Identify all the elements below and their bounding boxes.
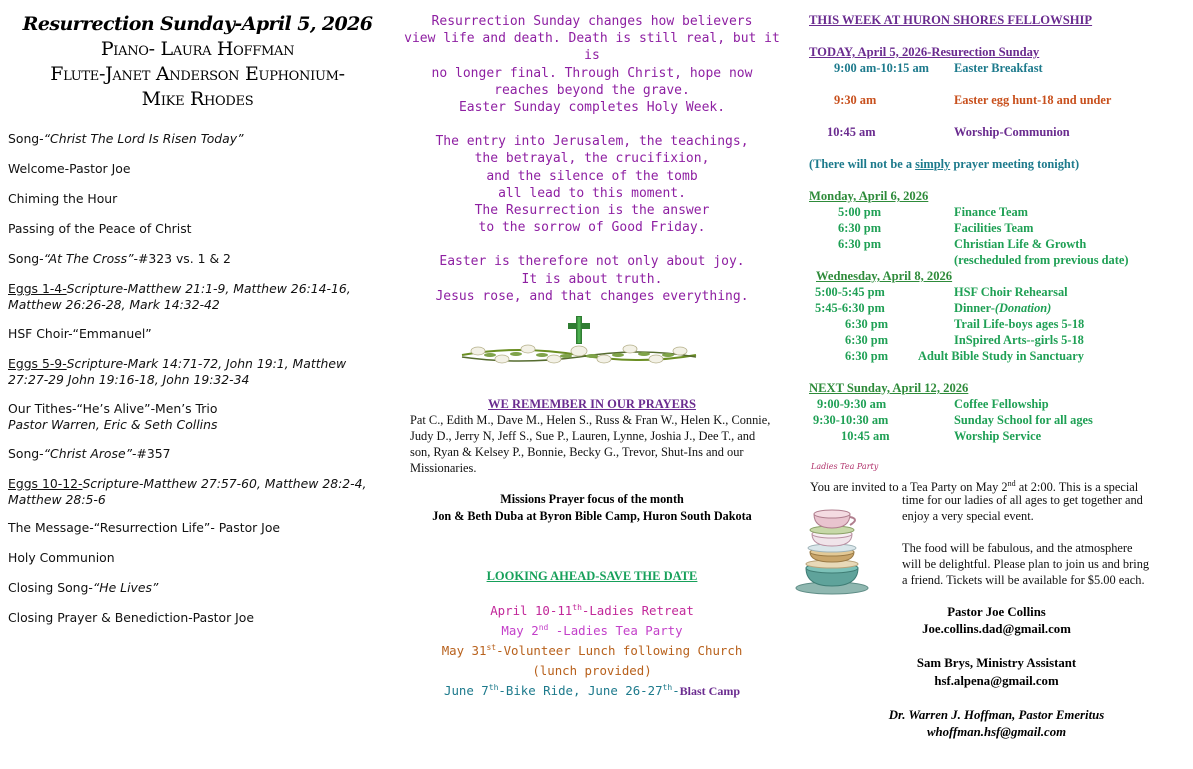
prayers-heading: WE REMEMBER IN OUR PRAYERS xyxy=(488,397,696,411)
monday-time: 6:30 pm xyxy=(838,221,882,235)
wednesday-event: HSF Choir Rehearsal xyxy=(954,285,1068,299)
today-heading: TODAY, April 5, 2026-Resurection Sunday xyxy=(809,45,1040,59)
today-event: Easter egg hunt-18 and under xyxy=(954,93,1112,107)
emeritus-name: Dr. Warren J. Hoffman, Pastor Emeritus xyxy=(888,708,1105,722)
event-tea-party: May 2nd -Ladies Tea Party xyxy=(501,623,683,639)
service-date-title: Resurrection Sunday-April 5, 2026 xyxy=(22,13,373,35)
service-item: Welcome-Pastor Joe xyxy=(8,161,131,176)
week-heading: THIS WEEK AT HURON SHORES FELLOWSHIP xyxy=(809,13,1093,27)
next-sunday-time: 9:00-9:30 am xyxy=(817,397,887,411)
service-item: Eggs 10-12-Scripture-Matthew 27:57-60, Matthew 28:2-4, Matthew 28:5-6 xyxy=(8,476,367,507)
event-ladies-retreat: April 10-11th-Ladies Retreat xyxy=(490,603,694,619)
monday-note: (rescheduled from previous date) xyxy=(954,253,1129,267)
musicians-block xyxy=(0,37,395,112)
musicians-line: Piano- Laura Hoffman xyxy=(100,38,295,60)
wednesday-event: Adult Bible Study in Sanctuary xyxy=(918,349,1084,363)
service-item: Our Tithes-“He’s Alive”-Men’s Trio Pastor Warren, Eric & Seth Collins xyxy=(8,401,218,432)
wednesday-event: Dinner-(Donation) xyxy=(954,301,1052,315)
monday-time: 5:00 pm xyxy=(838,205,882,219)
wednesday-time: 5:00-5:45 pm xyxy=(815,285,885,299)
next-sunday-event: Worship Service xyxy=(954,429,1042,443)
service-item: Eggs 1-4-Scripture-Matthew 21:1-9, Matthew 26:14-16, Matthew 26:26-28, Mark 14:32-42 xyxy=(8,281,351,312)
service-item: Song-“At The Cross”-#323 vs. 1 & 2 xyxy=(8,251,231,266)
monday-time: 6:30 pm xyxy=(838,237,882,251)
next-sunday-time: 10:45 am xyxy=(841,429,890,443)
event-bike-ride-blast-camp: June 7th-Bike Ride, June 26-27th-Blast Camp xyxy=(444,683,740,699)
service-item: Song-“Christ Arose”-#357 xyxy=(8,446,171,461)
assistant-email[interactable]: hsf.alpena@gmail.com xyxy=(934,674,1059,688)
wednesday-time: 6:30 pm xyxy=(845,349,889,363)
service-item: Holy Communion xyxy=(8,550,115,565)
prayer-names: Pat C., Edith M., Dave M., Helen S., Russ & Fran W., Helen K., Connie, Judy D., Jerry N, Jeff S., Sue P., Lauren, Lynne, Joshia J., Dee T., and son, Ryan & Kelsey P., Bonnie, Becky G., Trevor, Shut-Ins and our Missionaries. xyxy=(410,413,771,475)
today-time: 10:45 am xyxy=(827,125,876,139)
lily-garland-icon xyxy=(458,335,700,371)
wednesday-heading: Wednesday, April 8, 2026 xyxy=(816,269,953,283)
next-sunday-event: Sunday School for all ages xyxy=(954,413,1093,427)
next-sunday-heading: NEXT Sunday, April 12, 2026 xyxy=(809,381,969,395)
next-sunday-time: 9:30-10:30 am xyxy=(813,413,889,427)
service-item: The Message-“Resurrection Life”- Pastor Joe xyxy=(8,520,281,535)
monday-event: Christian Life & Growth xyxy=(954,237,1087,251)
order-of-service-column xyxy=(0,0,395,769)
event-volunteer-lunch: May 31st-Volunteer Lunch following Church (lunch provided) xyxy=(441,643,743,679)
monday-event: Facilities Team xyxy=(954,221,1034,235)
today-event: Easter Breakfast xyxy=(954,61,1043,75)
musicians-line: Mike Rhodes xyxy=(141,88,254,110)
monday-event: Finance Team xyxy=(954,205,1029,219)
monday-heading: Monday, April 6, 2026 xyxy=(809,189,929,203)
teacup-stack-icon xyxy=(792,500,872,596)
wednesday-time: 5:45-6:30 pm xyxy=(815,301,885,315)
service-item: Chiming the Hour xyxy=(8,191,118,206)
emeritus-email[interactable]: whoffman.hsf@gmail.com xyxy=(926,725,1067,739)
service-item: Eggs 5-9-Scripture-Mark 14:71-72, John 19:1, Matthew 27:27-29 John 19:16-18, John 19:32-34 xyxy=(8,356,347,387)
pastor-name: Pastor Joe Collins xyxy=(947,605,1046,619)
ladies-tea-party-logo: Ladies Tea Party xyxy=(811,462,879,471)
prayer-meeting-note: (There will not be a simply prayer meeting tonight) xyxy=(809,157,1080,171)
assistant-name: Sam Brys, Ministry Assistant xyxy=(916,656,1077,670)
looking-ahead-heading: LOOKING AHEAD-SAVE THE DATE xyxy=(486,569,698,583)
missions-focus: Missions Prayer focus of the month Jon & Beth Duba at Byron Bible Camp, Huron South Dakota xyxy=(432,492,752,523)
wednesday-time: 6:30 pm xyxy=(845,333,889,347)
today-event: Worship-Communion xyxy=(954,125,1070,139)
tea-party-details: time for our ladies of all ages to get together and enjoy a very special event. The food will be fabulous, and the atmosphere will be delightful. Please plan to join us and bring a friend. Tickets will be available for $5.00 each. xyxy=(902,493,1150,587)
musicians-line: Flute-Janet Anderson Euphonium- xyxy=(50,63,345,85)
service-item: Closing Prayer & Benediction-Pastor Joe xyxy=(8,610,254,625)
service-item: Closing Song-“He Lives” xyxy=(8,580,159,595)
service-item: Passing of the Peace of Christ xyxy=(8,221,192,236)
today-time: 9:00 am-10:15 am xyxy=(834,61,929,75)
next-sunday-event: Coffee Fellowship xyxy=(954,397,1049,411)
service-item: HSF Choir-“Emmanuel” xyxy=(8,326,152,341)
wednesday-event: Trail Life-boys ages 5-18 xyxy=(954,317,1085,331)
service-item: Song-“Christ The Lord Is Risen Today” xyxy=(8,131,244,146)
wednesday-time: 6:30 pm xyxy=(845,317,889,331)
pastor-email[interactable]: Joe.collins.dad@gmail.com xyxy=(922,622,1071,636)
wednesday-event: InSpired Arts--girls 5-18 xyxy=(954,333,1084,347)
easter-reflection: Resurrection Sunday changes how believers view life and death. Death is still real, but it is no longer final. Through Christ, hope now reaches beyond the grave. Easter Sunday completes Holy Week. The entry into Jerusalem, the teachings, the betrayal, the crucifixion, and the silence of the tomb all lead to this moment. The Resurrection is the answer to the sorrow of Good Friday. Easter is therefore not only about joy. It is about truth. Jesus rose, and that changes everything. xyxy=(404,14,780,304)
tea-party-intro: You are invited to a Tea Party on May 2nd at 2:00. This is a special xyxy=(810,479,1139,495)
today-time: 9:30 am xyxy=(834,93,877,107)
